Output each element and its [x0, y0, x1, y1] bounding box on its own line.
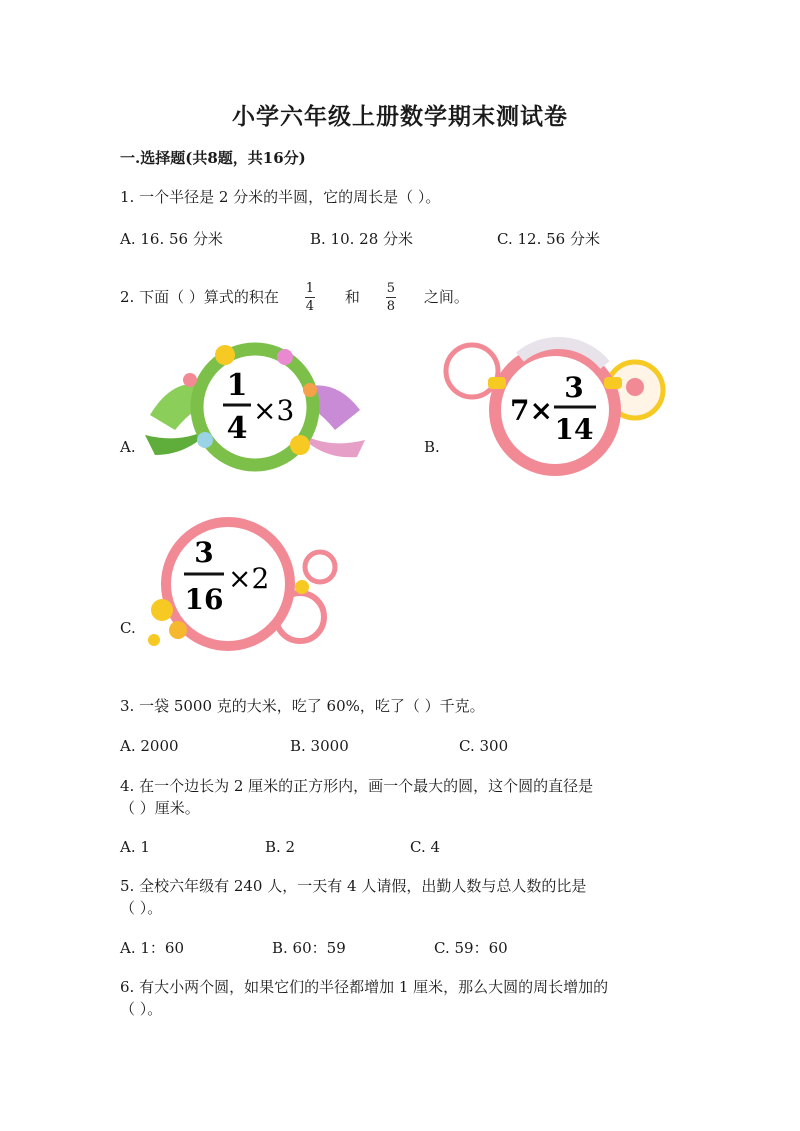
q2-option-b-image	[440, 335, 670, 480]
lotus-icon	[626, 378, 644, 396]
flower-icon	[290, 435, 310, 455]
q2-a-denominator: 4	[226, 411, 248, 446]
q2-text-before: 2. 下面（ ）算式的积在	[120, 288, 279, 306]
question-3: 3. 一袋 5000 克的大米，吃了 60%，吃了（ ）千克。	[120, 697, 485, 715]
question-5-line-2: （ ）。	[120, 899, 163, 917]
page-title: 小学六年级上册数学期末测试卷	[232, 103, 568, 130]
q2-and: 和	[344, 288, 360, 306]
q2-b-numerator: 3	[564, 371, 584, 404]
question-5-line-1: 5. 全校六年级有 240 人，一天有 4 人请假，出勤人数与总人数的比是	[120, 877, 587, 895]
q2-frac2-num: 5	[386, 281, 396, 296]
question-4-line-1: 4. 在一个边长为 2 厘米的正方形内，画一个最大的圆，这个圆的直径是	[120, 777, 594, 795]
q2-b-denominator: 14	[554, 413, 594, 446]
flower-icon	[169, 621, 187, 639]
flower-icon	[197, 432, 213, 448]
yellow-clasp	[604, 377, 622, 389]
q2-b-lead: 7×	[510, 394, 553, 427]
flower-icon	[215, 345, 235, 365]
flower-icon	[295, 580, 309, 594]
q2-c-numerator: 3	[194, 536, 214, 569]
question-2	[120, 281, 469, 314]
q1-option-c: C. 12. 56 分米	[497, 230, 600, 248]
q4-option-a: A. 1	[120, 838, 150, 856]
q5-option-c: C. 59：60	[434, 939, 508, 957]
flower-icon	[148, 634, 160, 646]
q2-fraction-2	[386, 281, 396, 314]
q5-option-a: A. 1：60	[120, 939, 184, 957]
q2-option-b-label: B.	[424, 438, 440, 456]
small-ring	[305, 552, 335, 582]
q2-option-a-label: A.	[120, 438, 136, 456]
flower-icon	[183, 373, 197, 387]
q3-option-b: B. 3000	[290, 737, 349, 755]
section-heading: 一.选择题(共8题，共16分)	[120, 149, 306, 167]
flower-icon	[151, 599, 173, 621]
q2-option-c-image	[140, 512, 345, 657]
small-ring	[446, 345, 498, 397]
q2-frac2-den: 8	[386, 299, 396, 314]
question-4-line-2: （ ）厘米。	[120, 799, 200, 817]
flower-icon	[277, 349, 293, 365]
question-6-line-1: 6. 有大小两个圆，如果它们的半径都增加 1 厘米，那么大圆的周长增加的	[120, 978, 609, 996]
q5-option-b: B. 60：59	[272, 939, 346, 957]
q2-a-operator: ×3	[253, 394, 295, 427]
q2-c-denominator: 16	[184, 583, 224, 616]
q4-option-b: B. 2	[265, 838, 296, 856]
q1-option-b: B. 10. 28 分米	[310, 230, 414, 248]
q2-option-c-label: C.	[120, 619, 136, 637]
q2-frac1-num: 1	[305, 281, 314, 296]
q2-c-operator: ×2	[228, 562, 270, 595]
q1-option-a: A. 16. 56 分米	[120, 230, 223, 248]
q2-option-a-image	[135, 335, 375, 480]
q4-option-c: C. 4	[410, 838, 441, 856]
q2-a-numerator: 1	[226, 368, 248, 403]
question-1: 1. 一个半径是 2 分米的半圆，它的周长是（ ）。	[120, 188, 441, 206]
yellow-clasp	[488, 377, 506, 389]
q2-text-after: 之间。	[423, 288, 469, 306]
q2-frac1-den: 4	[305, 299, 314, 314]
q2-fraction-1	[305, 281, 315, 314]
q3-option-c: C. 300	[459, 737, 509, 755]
flower-icon	[303, 383, 317, 397]
question-6-line-2: （ ）。	[120, 1000, 163, 1018]
q3-option-a: A. 2000	[120, 737, 179, 755]
